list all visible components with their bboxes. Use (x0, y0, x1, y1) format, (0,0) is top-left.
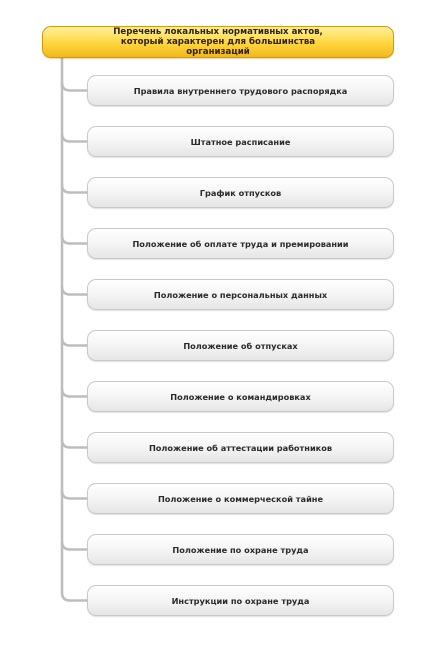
list-item (87, 177, 394, 208)
list-item (87, 228, 394, 259)
list-item (87, 585, 394, 616)
list-item (87, 75, 394, 106)
list-item-label: График отпусков (199, 187, 282, 198)
list-item (87, 330, 394, 361)
list-item-label: Положение об оплате труда и премировании (132, 238, 349, 249)
list-item (87, 483, 394, 514)
connector-branch (62, 542, 87, 550)
connector-branch (62, 134, 87, 142)
connector-branch (62, 389, 87, 397)
list-item-label: Штатное расписание (190, 136, 291, 147)
list-item-label: Положение о персональных данных (153, 289, 328, 300)
list-item-label: Правила внутреннего трудового распорядка (133, 85, 348, 96)
list-item (87, 534, 394, 565)
list-item-label: Положение об аттестации работников (148, 442, 333, 453)
list-item (87, 381, 394, 412)
header-title: Перечень локальных нормативных актов, который характерен для большинства организаций (113, 27, 323, 57)
connector-branch (62, 185, 87, 193)
list-item-label: Положение о командировках (170, 391, 311, 402)
connector-branch (62, 593, 87, 601)
list-item-label: Положение о коммерческой тайне (157, 493, 324, 504)
connector-branch (62, 491, 87, 499)
connector-branch (62, 338, 87, 346)
list-item-label: Положение об отпусках (183, 340, 298, 351)
list-item (87, 432, 394, 463)
connector-branch (62, 440, 87, 448)
list-item-label: Инструкции по охране труда (171, 595, 310, 606)
connector-branch (62, 287, 87, 295)
connector-branch (62, 83, 87, 91)
header-box (42, 26, 394, 58)
list-item (87, 126, 394, 157)
list-item-label: Положение по охране труда (172, 544, 309, 555)
connector-branch (62, 236, 87, 244)
list-item (87, 279, 394, 310)
